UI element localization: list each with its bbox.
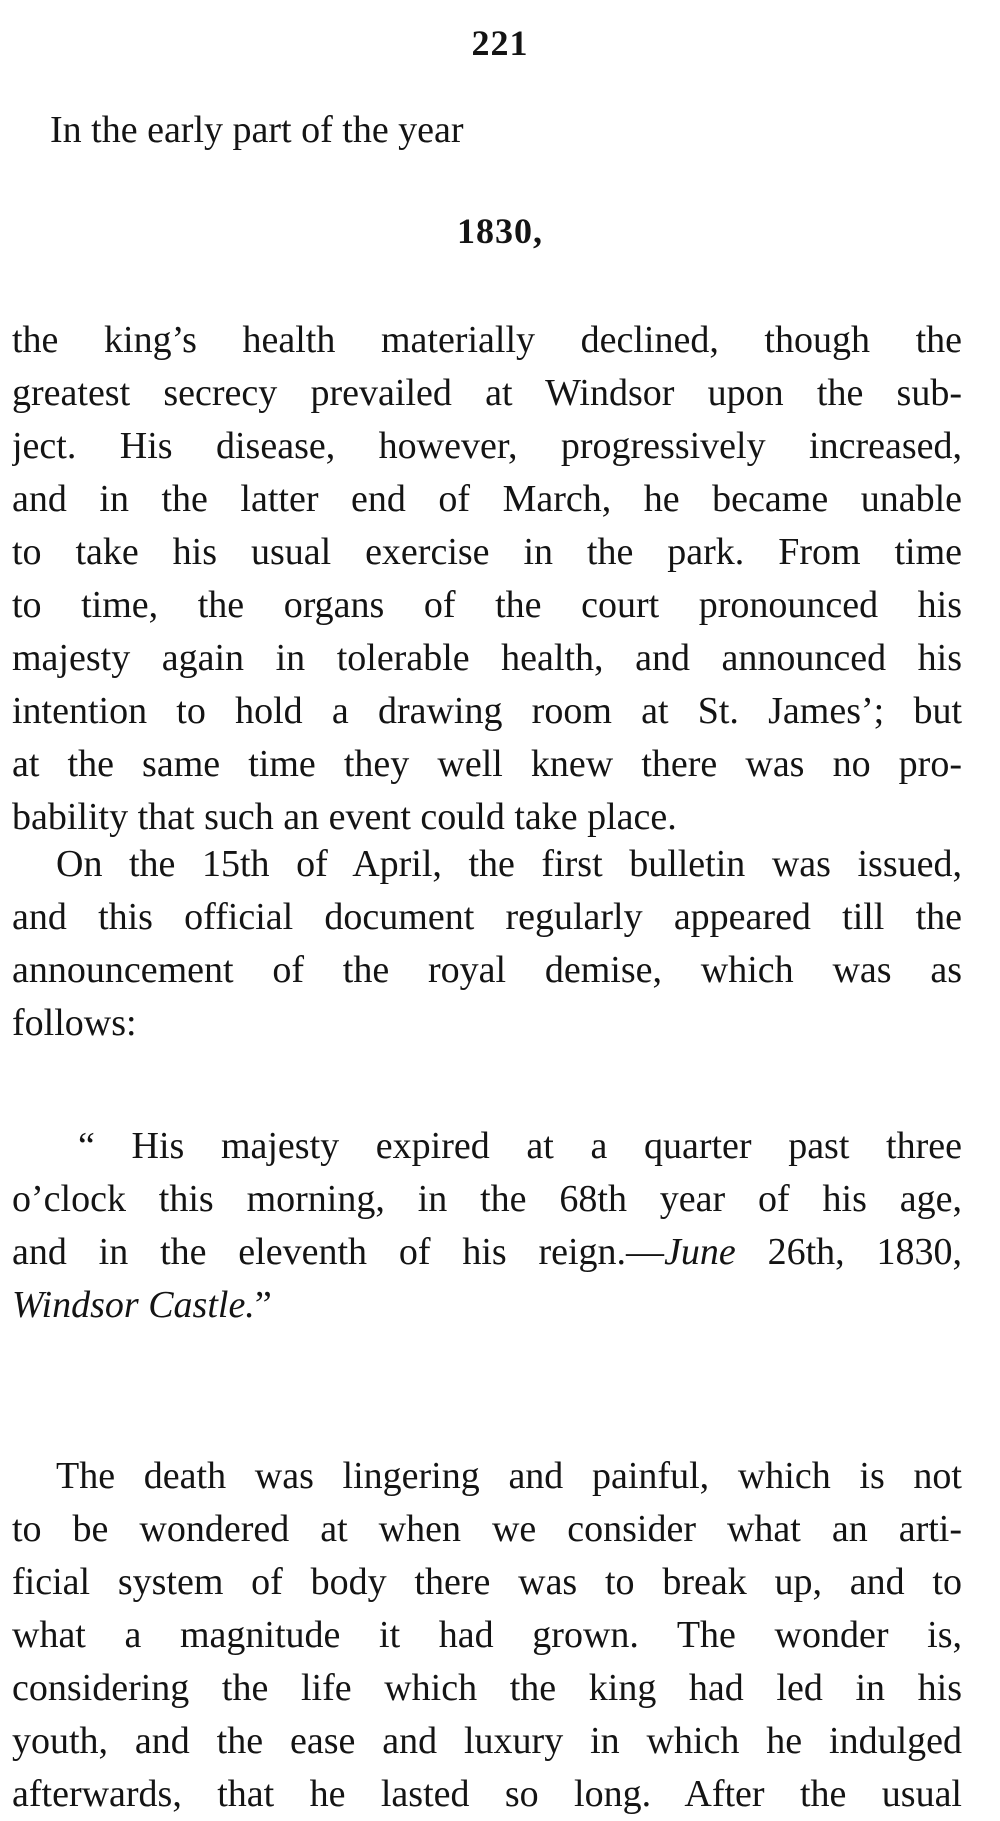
year-heading: 1830,	[457, 211, 543, 251]
text-line: greatest secrecy prevailed at Windsor upon the sub-	[12, 372, 962, 414]
text-line: majesty again in tolerable health, and announced his	[12, 637, 962, 679]
text-line: to time, the organs of the court pronounced his	[12, 584, 962, 626]
text-line: and in the latter end of March, he became unable	[12, 478, 962, 520]
quote-line	[12, 1226, 962, 1279]
text-line: ficial system of body there was to break up, and to	[12, 1561, 962, 1603]
text-line: to take his usual exercise in the park. From time	[12, 531, 962, 573]
intro-line: In the early part of the year	[50, 109, 464, 151]
text-line: at the same time they well knew there was no pro-	[12, 743, 962, 785]
quote-line	[12, 1279, 962, 1332]
closing-quote: ”	[254, 1284, 272, 1326]
paragraph-1	[12, 314, 962, 844]
text-line: announcement of the royal demise, which was as	[12, 949, 962, 991]
text-line: ject. His disease, however, progressively increased,	[12, 425, 962, 467]
text-line: follows:	[12, 1002, 137, 1044]
quote-date-month: June	[664, 1231, 736, 1273]
text-line: intention to hold a drawing room at St. James’; but	[12, 690, 962, 732]
text-line: to be wondered at when we consider what an arti-	[12, 1508, 962, 1550]
text-line: youth, and the ease and luxury in which he indulged	[12, 1720, 962, 1762]
text-line: the king’s health materially declined, though the	[12, 319, 962, 361]
bulletin-quote	[12, 1120, 962, 1332]
text-line: On the 15th of April, the first bulletin was issued,	[56, 843, 962, 885]
quote-place: Windsor Castle.	[12, 1284, 255, 1326]
paragraph-2	[12, 838, 962, 1050]
quote-date-rest: 26th, 1830,	[735, 1231, 962, 1273]
text-line: bability that such an event could take place.	[12, 796, 677, 838]
text-line: what a magnitude it had grown. The wonder is,	[12, 1614, 962, 1656]
quote-text: and in the eleventh of his reign.—	[12, 1231, 665, 1273]
text-line: The death was lingering and painful, which is not	[56, 1455, 962, 1497]
paragraph-3	[12, 1450, 962, 1821]
text-line: afterwards, that he lasted so long. After the usual	[12, 1773, 962, 1815]
page-number: 221	[471, 23, 529, 63]
text-line: and this official document regularly appeared till the	[12, 896, 962, 938]
quote-line: o’clock this morning, in the 68th year of his age,	[12, 1178, 962, 1220]
text-line: considering the life which the king had led in his	[12, 1667, 962, 1709]
quote-line: “ His majesty expired at a quarter past three	[78, 1125, 962, 1167]
